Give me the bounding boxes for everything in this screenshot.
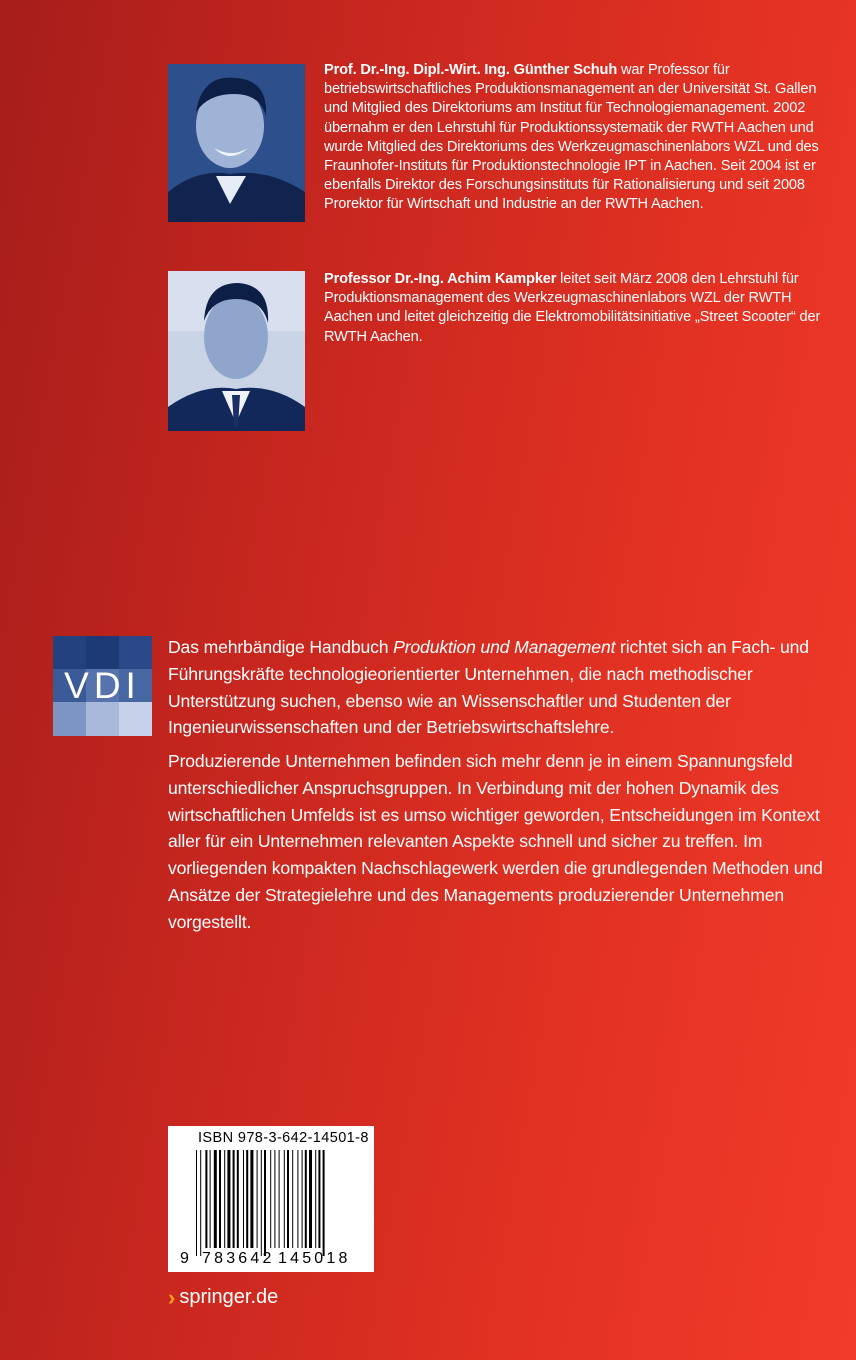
book-title-italic: Produktion und Management [393, 637, 616, 657]
barcode-bar [297, 1150, 298, 1248]
barcode-bar [270, 1150, 271, 1248]
barcode-bar [219, 1150, 221, 1248]
barcode-bar [309, 1150, 312, 1248]
barcode-bar [287, 1150, 289, 1248]
barcode-bar [224, 1150, 225, 1248]
barcode-digits-group2: 145018 [278, 1250, 351, 1267]
barcode-bar [264, 1150, 266, 1256]
chevron-right-icon: › [168, 1284, 176, 1310]
barcode-digits-group1: 783642 [202, 1250, 275, 1267]
barcode-bar [233, 1150, 235, 1248]
author-bio-kampker [324, 270, 824, 347]
description-p1-after: richtet sich an Fach- und Führungskräfte technologieorientierter Unternehmen, die nach methodischer Unterstützung suchen, ebenso wie an Wissenschaftler und Studenten der Ingenieurwissenschaften und der Betriebswirtschaftslehre. [168, 637, 809, 738]
barcode-bar [200, 1150, 201, 1256]
publisher-link[interactable] [168, 1286, 278, 1309]
barcode-bar [257, 1150, 258, 1248]
isbn-label: ISBN 978-3-642-14501-8 [198, 1130, 369, 1146]
barcode-bar [237, 1150, 239, 1248]
barcode-bar [227, 1150, 230, 1248]
barcode-bar [292, 1150, 293, 1248]
author-photo-schuh [168, 64, 305, 222]
author-photo-kampker [168, 271, 305, 431]
barcode-bar [243, 1150, 244, 1248]
barcode-bar [284, 1150, 285, 1248]
author-name-schuh: Prof. Dr.-Ing. Dipl.-Wirt. Ing. Günther Schuh [324, 62, 618, 78]
barcode-bar [205, 1150, 207, 1248]
barcode-bar [210, 1150, 211, 1248]
barcode-bar [305, 1150, 307, 1248]
description-paragraph-1 [168, 634, 828, 741]
barcode-bar [318, 1150, 320, 1248]
vdi-logo [53, 636, 152, 736]
publisher-url: springer.de [179, 1286, 279, 1308]
author-name-kampker: Professor Dr.-Ing. Achim Kampker [324, 271, 557, 287]
barcode-bar [250, 1150, 253, 1248]
barcode-bar [196, 1150, 197, 1256]
barcode-digit-first: 9 [180, 1250, 189, 1267]
barcode-bar [246, 1150, 248, 1248]
barcode-bar [302, 1150, 303, 1248]
isbn-barcode [168, 1126, 374, 1272]
author-bio-text-schuh: war Professor für betriebswirtschaftliches Produktionsmanagement an der Universität St. Gallen und Mitglied des Direktoriums am Institut für Technologiemanagement. 2002 übernahm er den Lehrstuhl für Produktionssystematik der RWTH Aachen und wurde Mitglied des Direktoriums des Werkzeugmaschinenlabors WZL und des Fraunhofer-Instituts für Produktionstechnologie IPT in Aachen. Seit 2004 ist er ebenfalls Direktor des Forschungsinstituts für Rationalisierung und seit 2008 Prorektor für Wirtschaft und Industrie an der RWTH Aachen. [324, 62, 819, 213]
barcode-bar [214, 1150, 217, 1248]
barcode-bar [323, 1150, 325, 1256]
barcode-bar [274, 1150, 275, 1248]
barcode-bar [315, 1150, 316, 1248]
barcode-bar [261, 1150, 262, 1256]
author-bio-schuh [324, 61, 824, 215]
barcode-bar [279, 1150, 280, 1248]
description-paragraph-2: Produzierende Unternehmen befinden sich mehr denn je in einem Spannungsfeld unterschiedlicher Anspruchsgruppen. In Verbindung mit der hohen Dynamik des wirtschaftlichen Umfelds ist es umso wichtiger geworden, Entscheidungen im Kontext aller für ein Unternehmen relevanten Aspekte schnell und sicher zu treffen. Im vorliegenden kompakten Nachschlagewerk werden die grundlegenden Methoden und Ansätze der Strategielehre und des Managements produzierender Unternehmen vorgestellt. [168, 751, 823, 932]
author-bio-text-kampker: leitet seit März 2008 den Lehrstuhl für Produktionsmanagement des Werkzeugmaschinenlabors WZL der RWTH Aachen und leitet gleichzeitig die Elektromobilitätsinitiative „Street Scooter“ der RWTH Aachen. [324, 271, 821, 345]
description-p1-before: Das mehrbändige Handbuch [168, 637, 394, 657]
vdi-logo-text: VDI [64, 665, 141, 706]
